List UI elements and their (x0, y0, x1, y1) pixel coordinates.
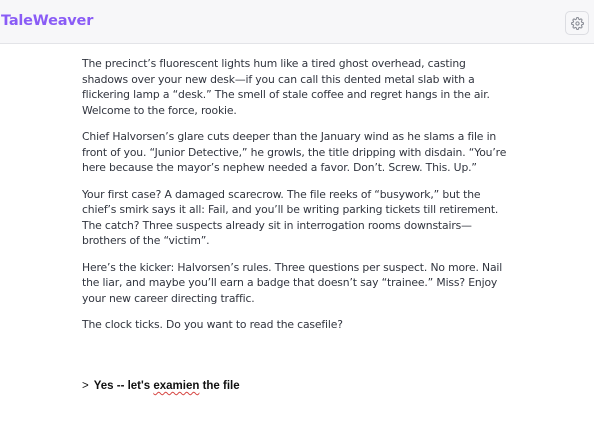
reply-text-after: the file (199, 380, 240, 392)
misspelled-word: examien (153, 380, 200, 392)
story-question: The clock ticks. Do you want to read the casefile? (82, 318, 343, 331)
reply-text (94, 380, 240, 392)
prompt-marker: > (82, 380, 89, 392)
story-paragraph: Here’s the kicker: Halvorsen’s rules. Three questions per suspect. No more. Nail the liar, and maybe you’ll earn a badge that doesn’t say “trainee.” Miss? Enjoy your new career directing traffic. (82, 260, 503, 305)
story-text (82, 56, 514, 344)
user-reply (82, 380, 240, 392)
story-paragraph: Chief Halvorsen’s glare cuts deeper than the January wind as he slams a file in front of you. “Junior Detective,” he growls, the title dripping with disdain. “You’re here because the mayor’s nephew needed a favor. Don’t. Screw. This. Up.” (82, 130, 507, 174)
settings-button[interactable] (565, 11, 589, 35)
app-title[interactable]: TaleWeaver (1, 13, 94, 29)
top-bar (0, 0, 594, 44)
reply-text-before: Yes -- let's (93, 380, 154, 392)
story-paragraph: The precinct’s fluorescent lights hum like a tired ghost overhead, casting shadows over your new desk—if you can call this dented metal slab with a flickering lamp a “desk.” The smell of stale coffee and regret hangs in the air. Welcome to the force, rookie. (82, 57, 490, 117)
gear-icon (571, 17, 584, 30)
story-paragraph: Your first case? A damaged scarecrow. The file reeks of “busywork,” but the chief’s smirk says it all: Fail, and you’ll be writing parking tickets till retirement. The catch? Three suspects already sit in interrogation rooms downstairs—brothers of the “victim”. (82, 187, 499, 247)
